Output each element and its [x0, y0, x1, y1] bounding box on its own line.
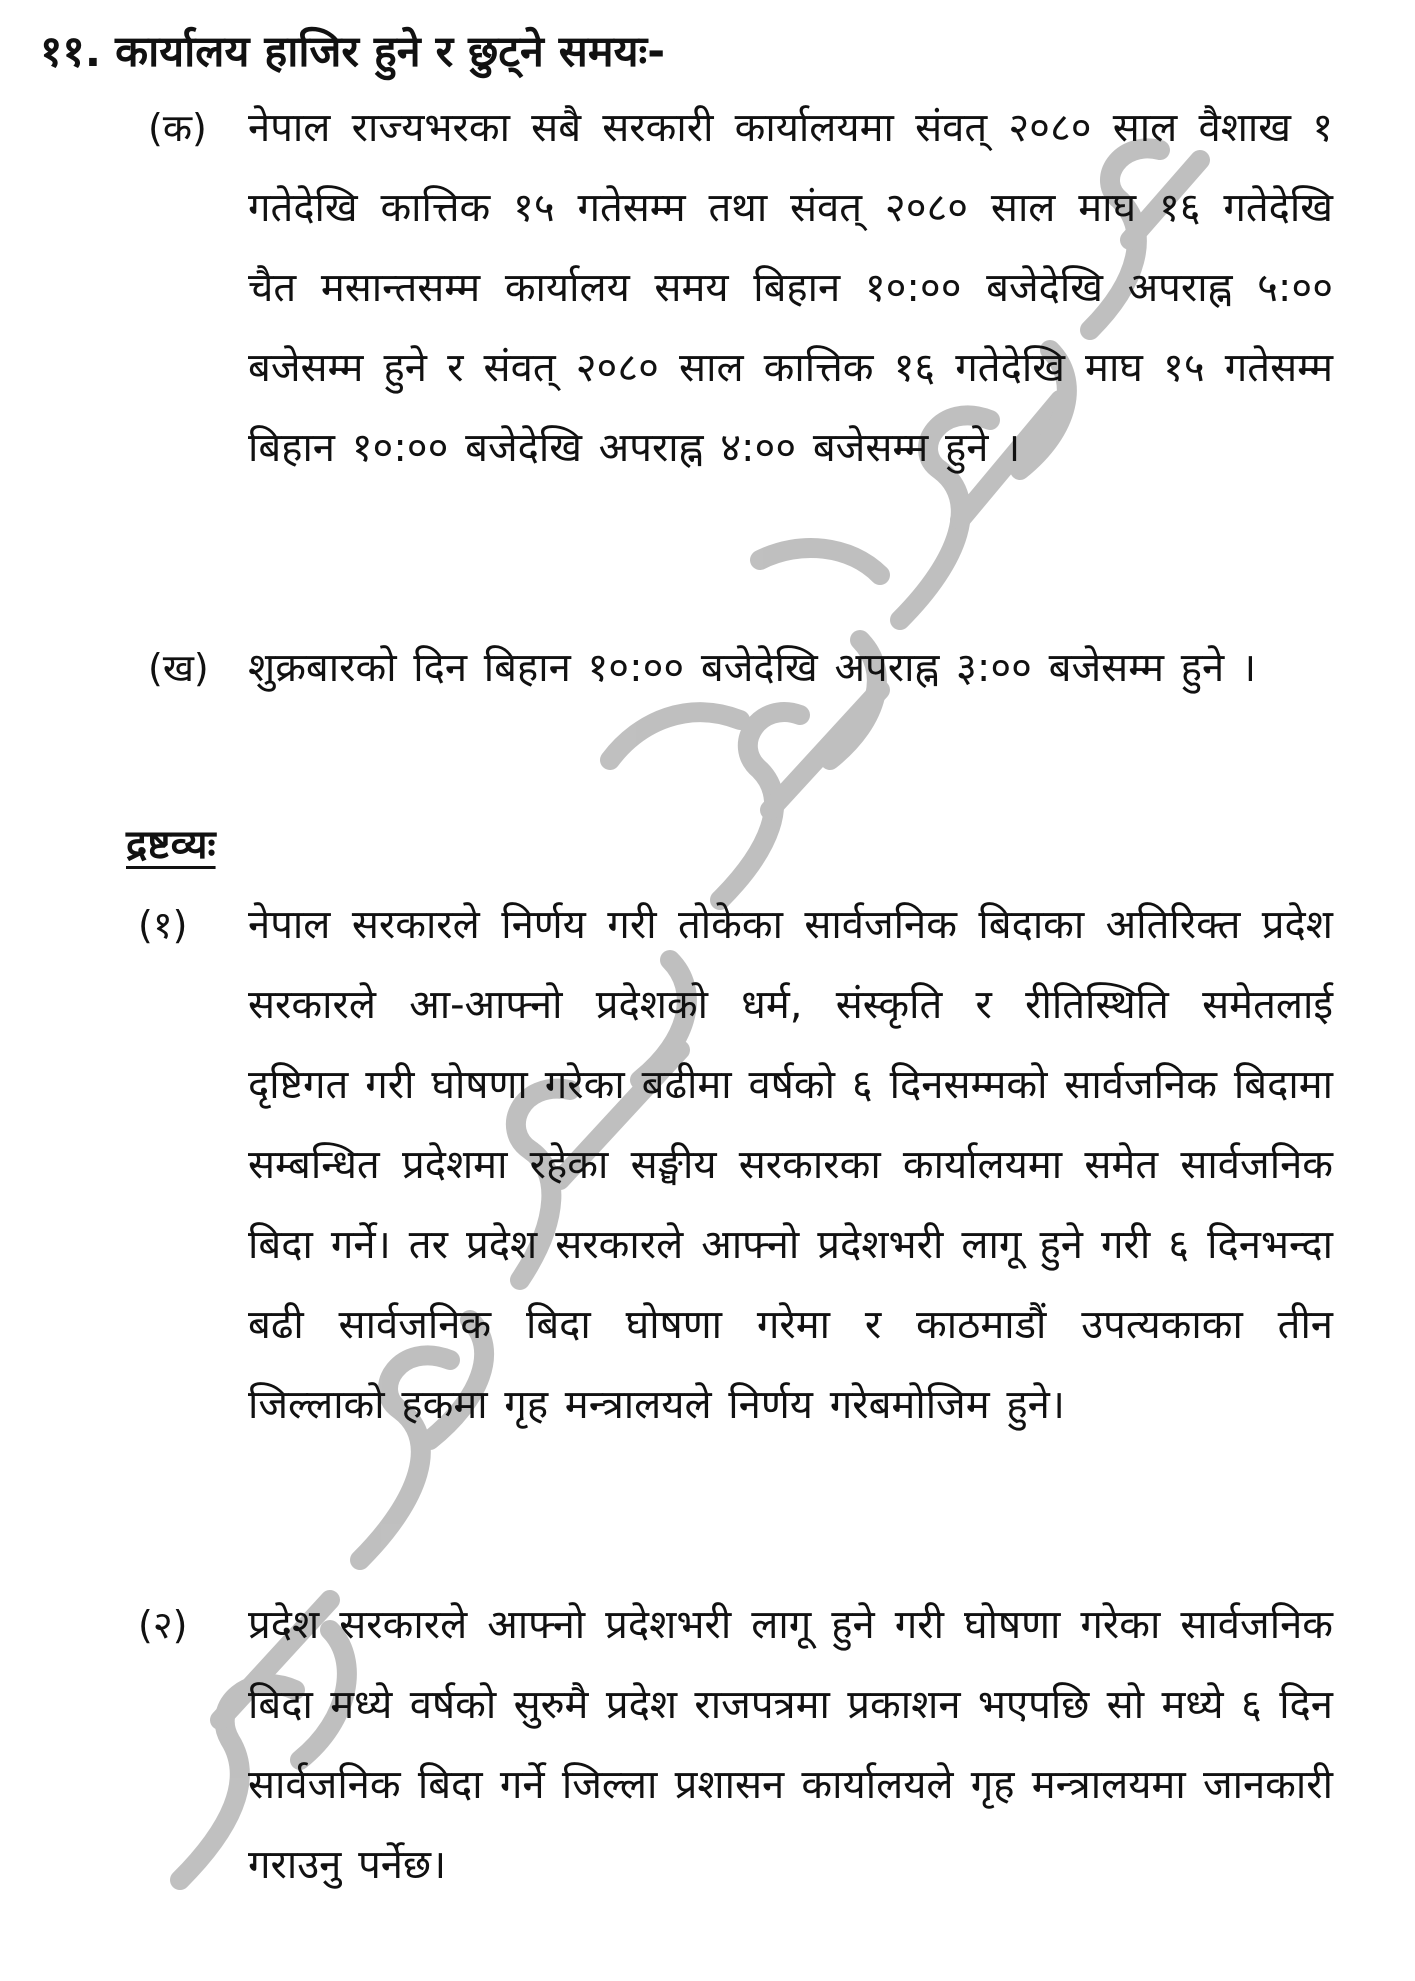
note-marker: (१) [138, 903, 188, 947]
item-marker: (ख) [148, 646, 209, 690]
note-marker: (२) [138, 1603, 188, 1647]
item-text: नेपाल राज्यभरका सबै सरकारी कार्यालयमा संवत् २०८० साल वैशाख १ गतेदेखि कात्तिक १५ गतेसम्म तथा संवत् २०८० साल माघ १६ गतेदेखि चैत मसान्तसम्म कार्यालय समय बिहान १०:०० बजेदेखि अपराह्न ५:०० बजेसम्म हुने र संवत् २०८० साल कात्तिक १६ गतेदेखि माघ १५ गतेसम्म बिहान १०:०० बजेदेखि अपराह्न ४:०० बजेसम्म हुने । [248, 105, 1333, 471]
note-text: प्रदेश सरकारले आफ्नो प्रदेशभरी लागू हुने गरी घोषणा गरेका सार्वजनिक बिदा मध्ये वर्षको सुरुमै प्रदेश राजपत्रमा प्रकाशन भएपछि सो मध्ये ६ दिन सार्वजनिक बिदा गर्ने जिल्ला प्रशासन कार्यालयले गृह मन्त्रालयमा जानकारी गराउनु पर्नेछ। [248, 1602, 1333, 1888]
item-text: शुक्रबारको दिन बिहान १०:०० बजेदेखि अपराह्न ३:०० बजेसम्म हुने । [248, 645, 1257, 691]
section-heading [40, 22, 665, 82]
section-number: ११. [40, 27, 102, 77]
item-marker: (क) [148, 106, 207, 150]
note-heading: द्रष्टव्यः [126, 822, 216, 868]
note-text: नेपाल सरकारले निर्णय गरी तोकेका सार्वजनिक बिदाका अतिरिक्त प्रदेश सरकारले आ-आफ्नो प्रदेशको धर्म, संस्कृति र रीतिस्थिति समेतलाई दृष्टिगत गरी घोषणा गरेका बढीमा वर्षको ६ दिनसम्मको सार्वजनिक बिदामा सम्बन्धित प्रदेशमा रहेका सङ्घीय सरकारका कार्यालयमा समेत सार्वजनिक बिदा गर्ने। तर प्रदेश सरकारले आफ्नो प्रदेशभरी लागू हुने गरी ६ दिनभन्दा बढी सार्वजनिक बिदा घोषणा गरेमा र काठमाडौं उपत्यकाका तीन जिल्लाको हकमा गृह मन्त्रालयले निर्णय गरेबमोजिम हुने। [248, 902, 1333, 1428]
section-title: कार्यालय हाजिर हुने र छुट्ने समयः- [115, 27, 666, 77]
